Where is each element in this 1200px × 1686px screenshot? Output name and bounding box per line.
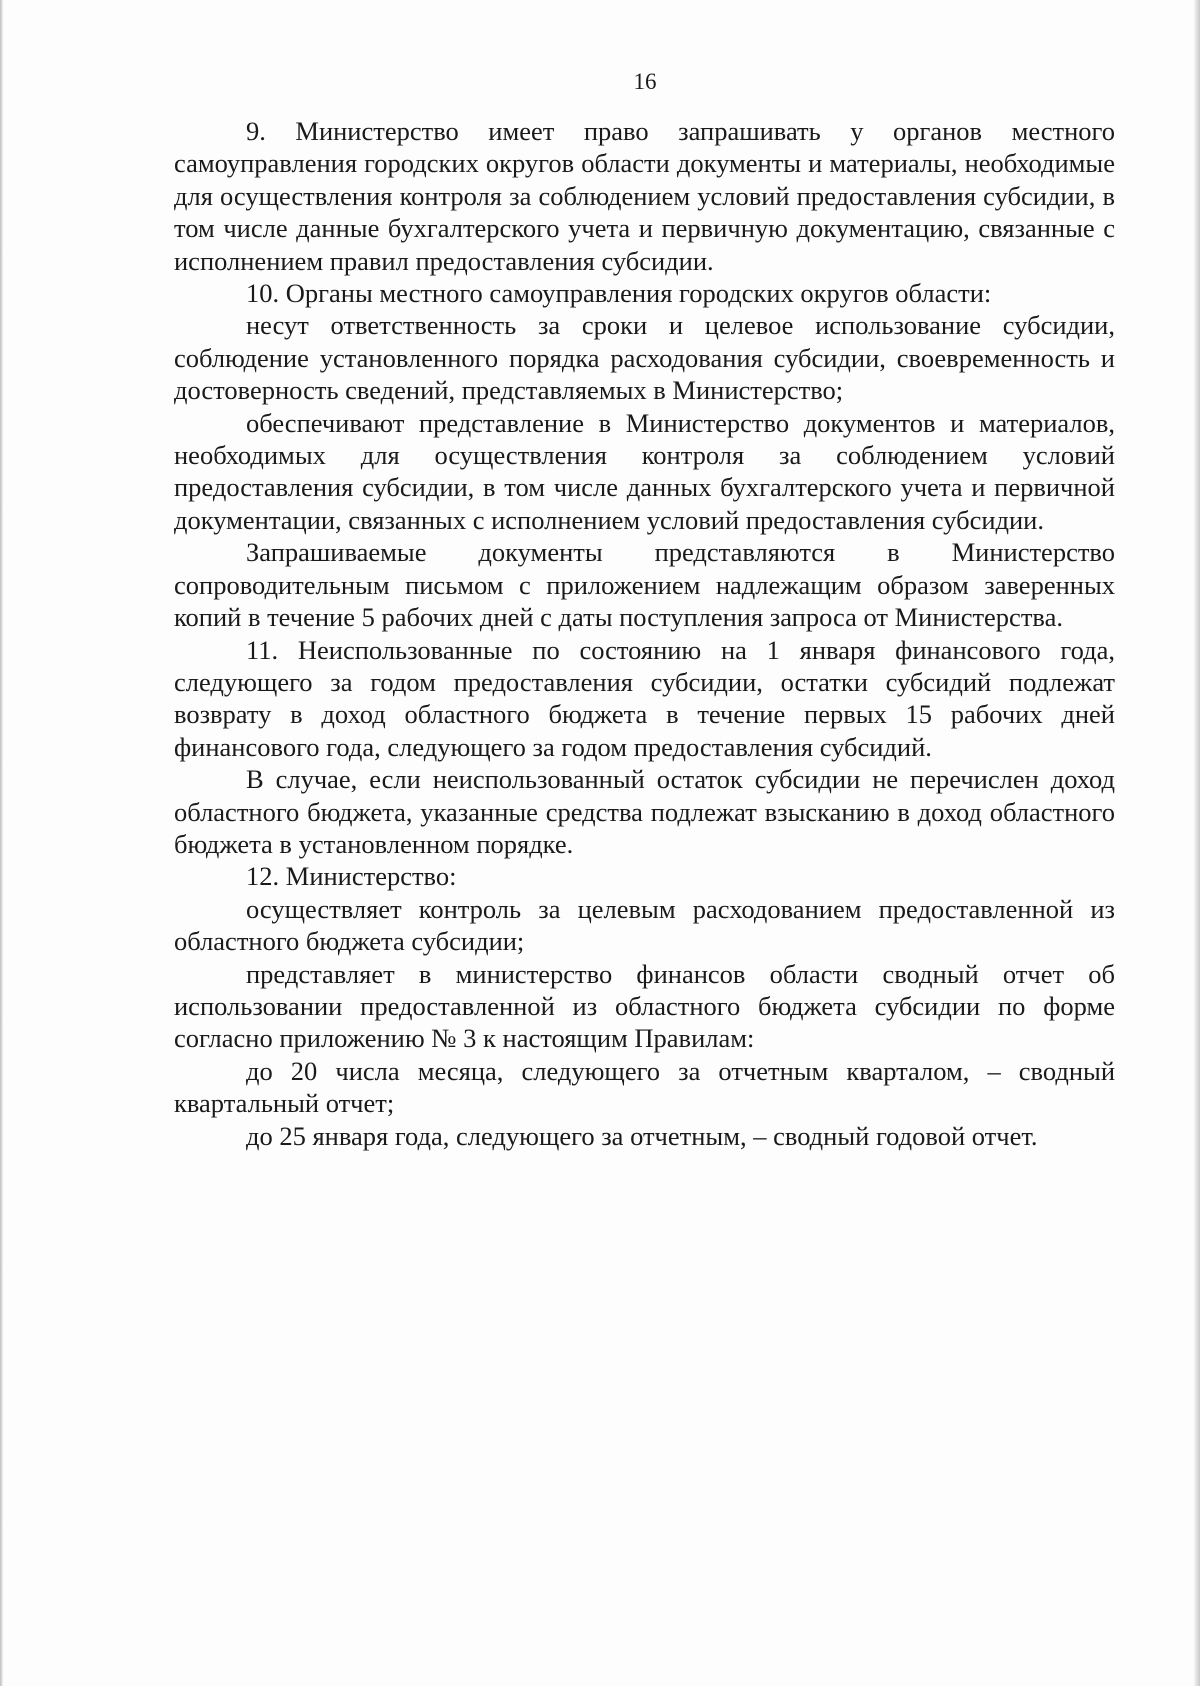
- scan-edge-right: [1194, 0, 1200, 1686]
- page-number: 16: [633, 69, 657, 94]
- paragraph-12-annual: до 25 января года, следующего за отчетным, – сводный годовой отчет.: [246, 1120, 1038, 1151]
- paragraph-9: 9. Министерство имеет право запрашивать у органов местного самоуправления городских округов области документы и материалы, необходимые для осуществления контроля за соблюдением условий предоставления субсидии, в том числе данные бухгалтерского учета и первичную документацию, связанные с исполнением правил предоставления субсидии.: [174, 116, 1115, 276]
- paragraph-12-control: осуществляет контроль за целевым расходованием предоставленной из областного бюджета субсидии;: [174, 893, 1115, 957]
- paragraph-10-documents: обеспечивают представление в Министерство документов и материалов, необходимых для осуществления контроля за соблюдением условий предоставления субсидии, в том числе данных бухгалтерского учета и первичной документации, связанных с исполнением условий предоставления субсидии.: [174, 407, 1115, 535]
- paragraph-10: 10. Органы местного самоуправления городских округов области:: [246, 278, 992, 309]
- paragraph-10-requested-documents: Запрашиваемые документы представляются в Министерство сопроводительным письмом с приложением надлежащим образом заверенных копий в течение 5 рабочих дней с даты поступления запроса от Министерства.: [174, 537, 1115, 633]
- paragraph-12-report: представляет в министерство финансов области сводный отчет об использовании предоставленной из областного бюджета субсидии по форме согласно приложению № 3 к настоящим Правилам:: [174, 958, 1115, 1054]
- paragraph-12-quarterly: до 20 числа месяца, следующего за отчетным кварталом, – сводный квартальный отчет;: [174, 1055, 1115, 1119]
- paragraph-10-responsibility: несут ответственность за сроки и целевое использование субсидии, соблюдение установленного порядка расходования субсидии, своевременность и достоверность сведений, представляемых в Министерство;: [174, 310, 1115, 406]
- paragraph-11-recovery: В случае, если неиспользованный остаток субсидии не перечислен доход областного бюджета, указанные средства подлежат взысканию в доход областного бюджета в установленном порядке.: [174, 764, 1115, 859]
- document-body: [174, 115, 1115, 1152]
- paragraph-11: 11. Неиспользованные по состоянию на 1 января финансового года, следующего за годом предоставления субсидии, остатки субсидий подлежат возврату в доход областного бюджета в течение первых 15 рабочих дней финансового года, следующего за годом предоставления субсидий.: [174, 634, 1115, 762]
- paragraph-12: 12. Министерство:: [246, 861, 457, 892]
- scan-edge-left: [0, 0, 3, 1686]
